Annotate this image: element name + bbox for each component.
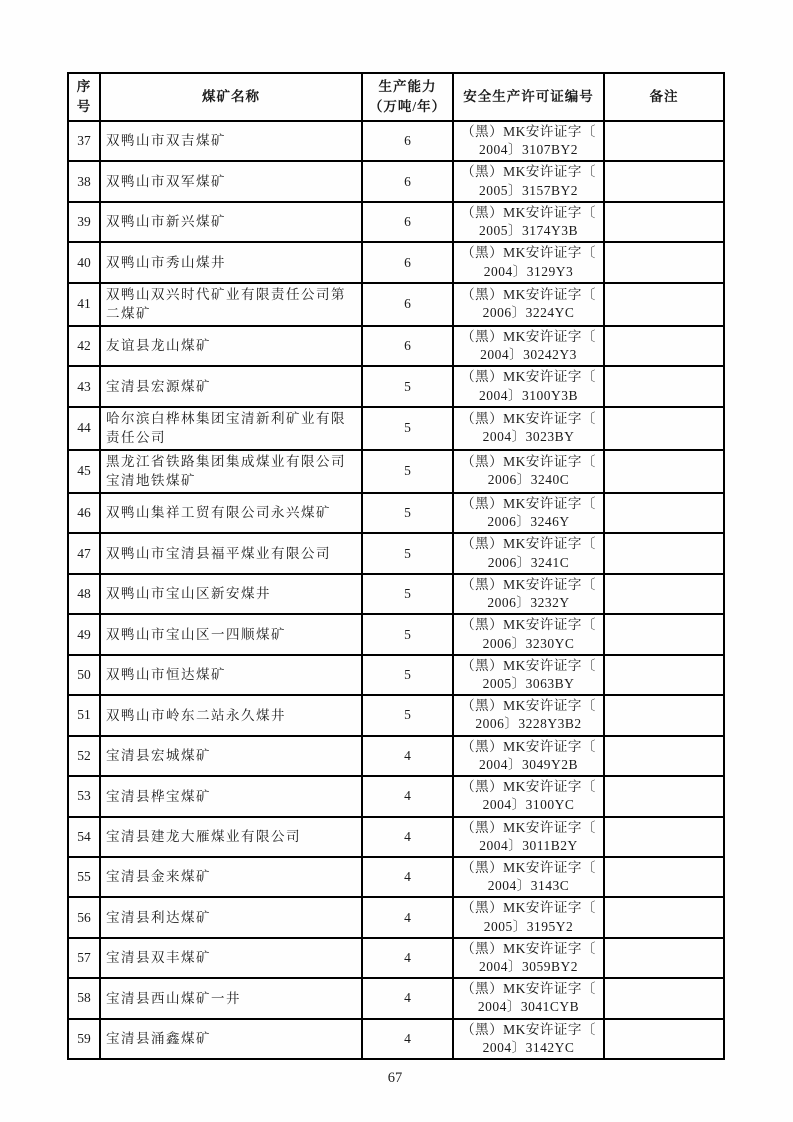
coal-mine-table [67, 72, 725, 1060]
row-capacity-value: 5 [362, 614, 453, 654]
row-mine-name: 双鸭山市新兴煤矿 [100, 202, 362, 242]
row-mine-name: 宝清县涌鑫煤矿 [100, 1019, 362, 1059]
license-line2: 2004〕3059BY2 [478, 959, 578, 975]
table-row [68, 450, 724, 493]
license-line2: 2004〕3129Y3 [483, 263, 574, 279]
row-license-number [453, 736, 604, 776]
row-seq-number: 50 [68, 655, 100, 695]
license-line1: （黑）MK安许证字〔 [461, 698, 596, 714]
license-line2: 2006〕3230YC [482, 635, 575, 651]
row-remark [604, 121, 724, 161]
row-license-number [453, 1019, 604, 1059]
row-seq-number: 40 [68, 242, 100, 282]
row-mine-name: 双鸭山市秀山煤井 [100, 242, 362, 282]
row-seq-number: 45 [68, 450, 100, 493]
row-capacity-value: 5 [362, 655, 453, 695]
license-line1: （黑）MK安许证字〔 [461, 900, 596, 916]
row-license-number [453, 938, 604, 978]
row-seq-number: 51 [68, 695, 100, 735]
license-line1: （黑）MK安许证字〔 [461, 287, 596, 303]
table-row [68, 493, 724, 533]
license-line1: （黑）MK安许证字〔 [461, 245, 596, 261]
row-remark [604, 978, 724, 1018]
license-line2: 2004〕3011B2Y [479, 837, 578, 853]
license-line2: 2004〕3143C [487, 878, 570, 894]
license-line1: （黑）MK安许证字〔 [461, 738, 596, 754]
license-line2: 2006〕3240C [487, 472, 570, 488]
row-mine-name: 宝清县宏城煤矿 [100, 736, 362, 776]
license-line2: 2005〕3174Y3B [478, 223, 578, 239]
row-remark [604, 242, 724, 282]
license-line1: （黑）MK安许证字〔 [461, 940, 596, 956]
row-seq-number: 42 [68, 326, 100, 366]
row-capacity-value: 6 [362, 121, 453, 161]
row-remark [604, 202, 724, 242]
license-line2: 2004〕30242Y3 [480, 347, 577, 363]
row-license-number [453, 283, 604, 326]
row-license-number [453, 695, 604, 735]
row-remark [604, 736, 724, 776]
row-remark [604, 614, 724, 654]
row-capacity-value: 4 [362, 938, 453, 978]
table-row [68, 574, 724, 614]
row-seq-number: 46 [68, 493, 100, 533]
header-mine-name: 煤矿名称 [100, 73, 362, 121]
row-seq-number: 41 [68, 283, 100, 326]
row-seq-number: 58 [68, 978, 100, 1018]
row-remark [604, 326, 724, 366]
table-row [68, 533, 724, 573]
header-license: 安全生产许可证编号 [453, 73, 604, 121]
row-capacity-value: 5 [362, 574, 453, 614]
row-seq-number: 57 [68, 938, 100, 978]
row-capacity-value: 4 [362, 897, 453, 937]
table-header-row [68, 73, 724, 121]
row-mine-name: 哈尔滨白桦林集团宝清新利矿业有限责任公司 [100, 407, 362, 450]
row-license-number [453, 655, 604, 695]
row-mine-name: 宝清县建龙大雁煤业有限公司 [100, 817, 362, 857]
license-line2: 2005〕3195Y2 [483, 918, 574, 934]
license-line2: 2004〕3100Y3B [478, 387, 578, 403]
row-capacity-value: 4 [362, 978, 453, 1018]
license-line2: 2004〕3049Y2B [478, 756, 578, 772]
row-remark [604, 161, 724, 201]
page-number: 67 [387, 1070, 403, 1086]
row-license-number [453, 574, 604, 614]
row-mine-name: 宝清县金来煤矿 [100, 857, 362, 897]
row-capacity-value: 4 [362, 817, 453, 857]
row-mine-name: 双鸭山市双吉煤矿 [100, 121, 362, 161]
row-license-number [453, 978, 604, 1018]
row-capacity-value: 5 [362, 695, 453, 735]
table-row [68, 614, 724, 654]
license-line2: 2006〕3232Y [487, 595, 570, 611]
row-remark [604, 533, 724, 573]
header-remark: 备注 [604, 73, 724, 121]
row-capacity-value: 5 [362, 450, 453, 493]
row-seq-number: 55 [68, 857, 100, 897]
license-line1: （黑）MK安许证字〔 [461, 454, 596, 470]
license-line1: （黑）MK安许证字〔 [461, 328, 596, 344]
row-remark [604, 776, 724, 816]
row-capacity-value: 5 [362, 533, 453, 573]
license-line2: 2005〕3157BY2 [478, 182, 578, 198]
row-mine-name: 宝清县西山煤矿一井 [100, 978, 362, 1018]
row-capacity-value: 4 [362, 776, 453, 816]
row-seq-number: 48 [68, 574, 100, 614]
row-mine-name: 双鸭山市宝山区一四顺煤矿 [100, 614, 362, 654]
license-line2: 2006〕3241C [487, 554, 570, 570]
row-mine-name: 黑龙江省铁路集团集成煤业有限公司宝清地铁煤矿 [100, 450, 362, 493]
row-license-number [453, 533, 604, 573]
table-row [68, 776, 724, 816]
row-capacity-value: 4 [362, 736, 453, 776]
license-line2: 2006〕3224YC [482, 305, 575, 321]
row-mine-name: 双鸭山集祥工贸有限公司永兴煤矿 [100, 493, 362, 533]
row-mine-name: 双鸭山市宝清县福平煤业有限公司 [100, 533, 362, 573]
row-seq-number: 47 [68, 533, 100, 573]
row-license-number [453, 857, 604, 897]
row-seq-number: 43 [68, 366, 100, 406]
license-line2: 2006〕3246Y [487, 514, 570, 530]
row-mine-name: 双鸭山双兴时代矿业有限责任公司第二煤矿 [100, 283, 362, 326]
row-remark [604, 574, 724, 614]
license-line1: （黑）MK安许证字〔 [461, 369, 596, 385]
row-license-number [453, 326, 604, 366]
license-line1: （黑）MK安许证字〔 [461, 576, 596, 592]
license-line1: （黑）MK安许证字〔 [461, 779, 596, 795]
row-seq-number: 38 [68, 161, 100, 201]
row-license-number [453, 121, 604, 161]
license-line1: （黑）MK安许证字〔 [461, 859, 596, 875]
row-seq-number: 44 [68, 407, 100, 450]
table-row [68, 695, 724, 735]
table-row [68, 655, 724, 695]
header-capacity-line2: （万吨/年） [368, 99, 447, 114]
row-license-number [453, 493, 604, 533]
row-mine-name: 双鸭山市恒达煤矿 [100, 655, 362, 695]
header-capacity [362, 73, 453, 121]
row-seq-number: 53 [68, 776, 100, 816]
license-line2: 2004〕3023BY [482, 429, 575, 445]
table-row [68, 366, 724, 406]
row-license-number [453, 614, 604, 654]
license-line1: （黑）MK安许证字〔 [461, 164, 596, 180]
row-seq-number: 52 [68, 736, 100, 776]
license-line1: （黑）MK安许证字〔 [461, 1021, 596, 1037]
table-row [68, 283, 724, 326]
row-capacity-value: 6 [362, 202, 453, 242]
table-row [68, 407, 724, 450]
row-capacity-value: 6 [362, 161, 453, 201]
row-remark [604, 695, 724, 735]
row-remark [604, 655, 724, 695]
row-seq-number: 49 [68, 614, 100, 654]
row-license-number [453, 776, 604, 816]
license-line1: （黑）MK安许证字〔 [461, 124, 596, 139]
row-capacity-value: 4 [362, 857, 453, 897]
row-license-number [453, 161, 604, 201]
row-capacity-value: 5 [362, 407, 453, 450]
table-row [68, 817, 724, 857]
table-row [68, 161, 724, 201]
row-license-number [453, 897, 604, 937]
table-row [68, 121, 724, 161]
license-line2: 2004〕3100YC [482, 797, 575, 813]
row-remark [604, 366, 724, 406]
license-line2: 2005〕3063BY [482, 675, 575, 691]
table-row [68, 938, 724, 978]
table-row [68, 978, 724, 1018]
row-seq-number: 39 [68, 202, 100, 242]
row-remark [604, 450, 724, 493]
table-row [68, 242, 724, 282]
row-license-number [453, 407, 604, 450]
license-line1: （黑）MK安许证字〔 [461, 204, 596, 220]
row-capacity-value: 5 [362, 366, 453, 406]
license-line1: （黑）MK安许证字〔 [461, 411, 596, 427]
table-row [68, 897, 724, 937]
row-seq-number: 59 [68, 1019, 100, 1059]
table-row [68, 1019, 724, 1059]
row-seq-number: 56 [68, 897, 100, 937]
table-row [68, 202, 724, 242]
row-remark [604, 493, 724, 533]
license-line1: （黑）MK安许证字〔 [461, 496, 596, 511]
license-line2: 2004〕3107BY2 [478, 142, 578, 158]
row-license-number [453, 242, 604, 282]
row-mine-name: 宝清县桦宝煤矿 [100, 776, 362, 816]
row-remark [604, 283, 724, 326]
row-license-number [453, 450, 604, 493]
license-line2: 2004〕3041CYB [477, 999, 580, 1015]
row-mine-name: 双鸭山市岭东二站永久煤井 [100, 695, 362, 735]
row-mine-name: 友谊县龙山煤矿 [100, 326, 362, 366]
row-capacity-value: 6 [362, 283, 453, 326]
row-mine-name: 双鸭山市双军煤矿 [100, 161, 362, 201]
row-mine-name: 宝清县宏源煤矿 [100, 366, 362, 406]
table-row [68, 326, 724, 366]
license-line1: （黑）MK安许证字〔 [461, 657, 596, 673]
row-capacity-value: 6 [362, 242, 453, 282]
row-remark [604, 857, 724, 897]
license-line2: 2004〕3142YC [482, 1039, 575, 1055]
row-mine-name: 宝清县利达煤矿 [100, 897, 362, 937]
license-line1: （黑）MK安许证字〔 [461, 617, 596, 633]
header-seq: 序号 [68, 73, 100, 121]
row-remark [604, 938, 724, 978]
row-capacity-value: 4 [362, 1019, 453, 1059]
row-license-number [453, 202, 604, 242]
row-remark [604, 1019, 724, 1059]
row-seq-number: 54 [68, 817, 100, 857]
license-line1: （黑）MK安许证字〔 [461, 536, 596, 552]
table-row [68, 857, 724, 897]
row-license-number [453, 817, 604, 857]
row-capacity-value: 6 [362, 326, 453, 366]
row-mine-name: 双鸭山市宝山区新安煤井 [100, 574, 362, 614]
license-line1: （黑）MK安许证字〔 [461, 819, 596, 835]
header-capacity-line1: 生产能力 [378, 79, 437, 95]
row-remark [604, 407, 724, 450]
row-remark [604, 817, 724, 857]
row-remark [604, 897, 724, 937]
row-seq-number: 37 [68, 121, 100, 161]
row-mine-name: 宝清县双丰煤矿 [100, 938, 362, 978]
license-line2: 2006〕3228Y3B2 [475, 716, 582, 732]
row-license-number [453, 366, 604, 406]
license-line1: （黑）MK安许证字〔 [461, 981, 596, 997]
row-capacity-value: 5 [362, 493, 453, 533]
table-row [68, 736, 724, 776]
